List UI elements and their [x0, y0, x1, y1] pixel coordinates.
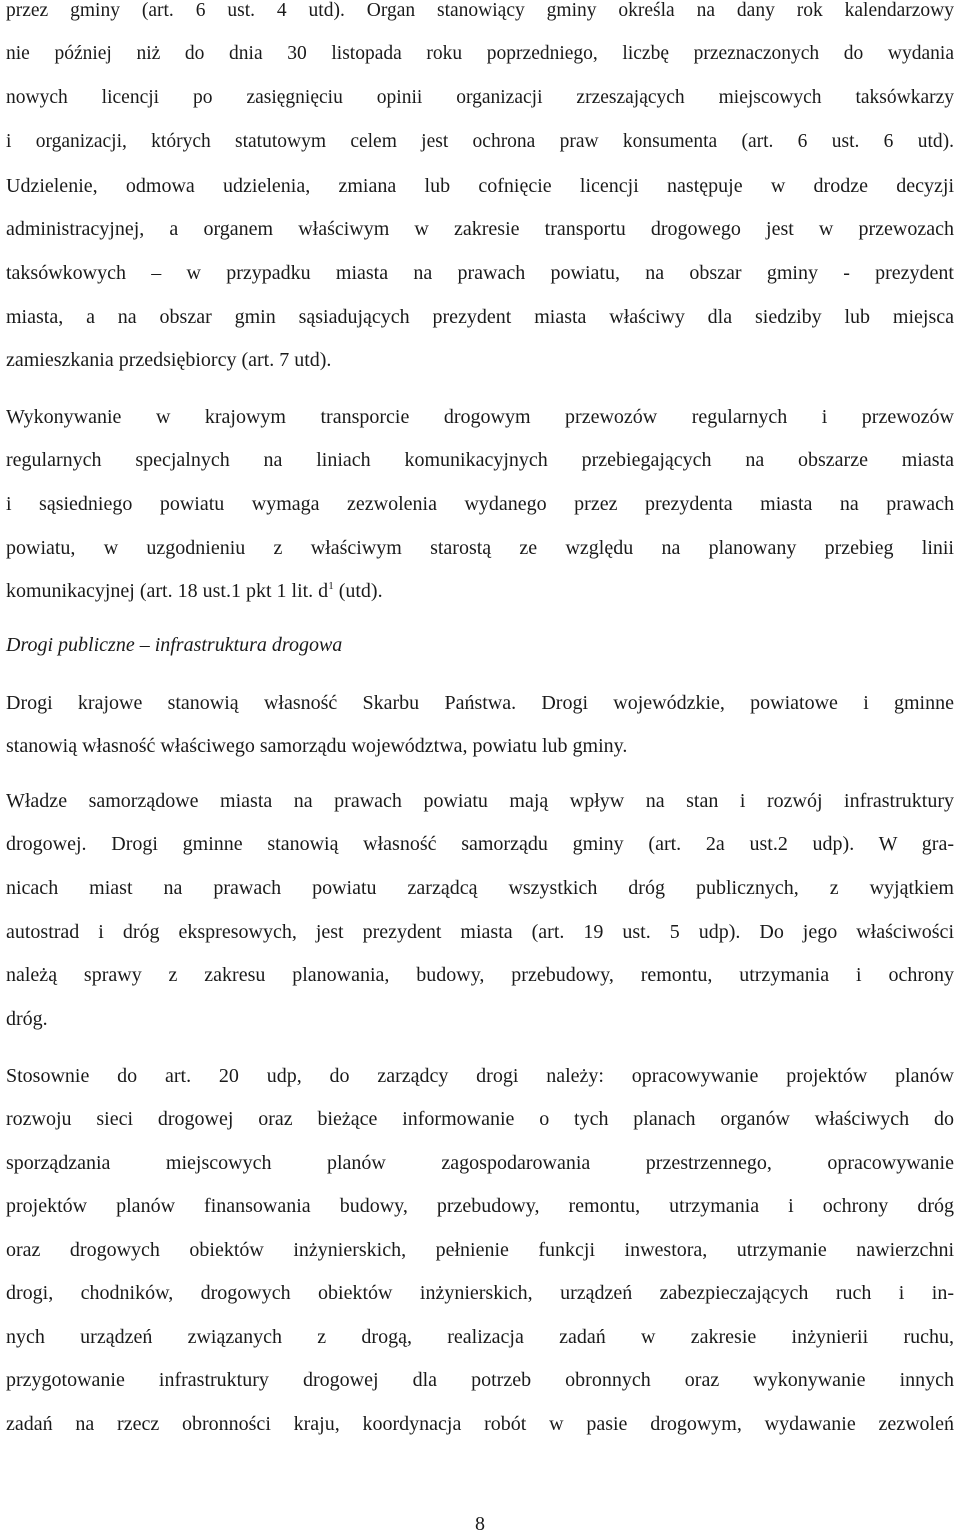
p1-line-4: i organizacji, których statutowym celem jest ochrona praw konsumenta (art. 6 ust. 6 utd). — [6, 131, 954, 152]
p5-line-5: oraz drogowych obiektów inżynierskich, pełnienie funkcji inwestora, utrzymanie nawierzchni — [6, 1239, 954, 1261]
p5-line-1: Stosownie do art. 20 udp, do zarządcy drogi należy: opracowywanie projektów planów — [6, 1065, 954, 1087]
p4-line-3: nicach miast na prawach powiatu zarządcą wszystkich dróg publicznych, z wyjątkiem — [6, 877, 954, 899]
p4-line-4: autostrad i dróg ekspresowych, jest prezydent miasta (art. 19 ust. 5 udp). Do jego właściwości — [6, 921, 954, 943]
p5-line-8: przygotowanie infrastruktury drogowej dla potrzeb obronnych oraz wykonywanie innych — [6, 1369, 954, 1391]
p5-line-7: nych urządzeń związanych z drogą, realizacja zadań w zakresie inżynierii ruchu, — [6, 1326, 954, 1348]
p2-line-1: Wykonywanie w krajowym transporcie drogowym przewozów regularnych i przewozów — [6, 406, 954, 428]
p1-line-3: nowych licencji po zasięgnięciu opinii organizacji zrzeszających miejscowych taksówkarzy — [6, 87, 954, 108]
p3-line-1: Drogi krajowe stanowią własność Skarbu Państwa. Drogi wojewódzkie, powiatowe i gminne — [6, 692, 954, 714]
p5-line-2: rozwoju sieci drogowej oraz bieżące informowanie o tych planach organów właściwych do — [6, 1108, 954, 1130]
p4-line-2: drogowej. Drogi gminne stanowią własność samorządu gminy (art. 2a ust.2 udp). W gra- — [6, 833, 954, 855]
p1-line-7: taksówkowych – w przypadku miasta na prawach powiatu, na obszar gminy - prezydent — [6, 262, 954, 284]
p4-line-6: dróg. — [6, 1008, 48, 1030]
p2-line-2: regularnych specjalnych na liniach komunikacyjnych przebiegających na obszarze miasta — [6, 449, 954, 471]
p5-line-4: projektów planów finansowania budowy, przebudowy, remontu, utrzymania i ochrony dróg — [6, 1195, 954, 1217]
p1-line-8: miasta, a na obszar gmin sąsiadujących prezydent miasta właściwy dla siedziby lub miejsca — [6, 306, 954, 328]
page-number: 8 — [475, 1513, 485, 1535]
p2-line-5-tail: (utd). — [333, 580, 383, 602]
p1-line-1: przez gminy (art. 6 ust. 4 utd). Organ stanowiący gminy określa na dany rok kalendarzowy — [6, 0, 954, 21]
p4-line-5: należą sprawy z zakresu planowania, budowy, przebudowy, remontu, utrzymania i ochrony — [6, 964, 954, 986]
p1-line-2: nie później niż do dnia 30 listopada roku poprzedniego, liczbę przeznaczonych do wydania — [6, 43, 954, 64]
p5-line-3: sporządzania miejscowych planów zagospodarowania przestrzennego, opracowywanie — [6, 1152, 954, 1174]
section-heading: Drogi publiczne – infrastruktura drogowa — [6, 634, 343, 656]
p3-line-2: stanowią własność właściwego samorządu województwa, powiatu lub gminy. — [6, 735, 628, 757]
p1-line-6: administracyjnej, a organem właściwym w zakresie transportu drogowego jest w przewozach — [6, 218, 954, 240]
p2-line-4: powiatu, w uzgodnieniu z właściwym starostą ze względu na planowany przebieg linii — [6, 537, 954, 559]
p2-line-3: i sąsiedniego powiatu wymaga zezwolenia wydanego przez prezydenta miasta na prawach — [6, 493, 954, 515]
p4-line-1: Władze samorządowe miasta na prawach powiatu mają wpływ na stan i rozwój infrastruktury — [6, 790, 954, 812]
p2-line-5-text: komunikacyjnej (art. 18 ust.1 pkt 1 lit. d — [6, 580, 329, 602]
footnote-superscript: 1 — [328, 580, 334, 592]
p5-line-6: drogi, chodników, drogowych obiektów inżynierskich, urządzeń zabezpieczających ruch i in- — [6, 1282, 954, 1304]
p1-line-9: zamieszkania przedsiębiorcy (art. 7 utd). — [6, 349, 332, 371]
p5-line-9: zadań na rzecz obronności kraju, koordynacja robót w pasie drogowym, wydawanie zezwoleń — [6, 1413, 954, 1435]
p1-line-5: Udzielenie, odmowa udzielenia, zmiana lub cofnięcie licencji następuje w drodze decyzji — [6, 175, 954, 197]
p2-line-5 — [6, 576, 954, 606]
